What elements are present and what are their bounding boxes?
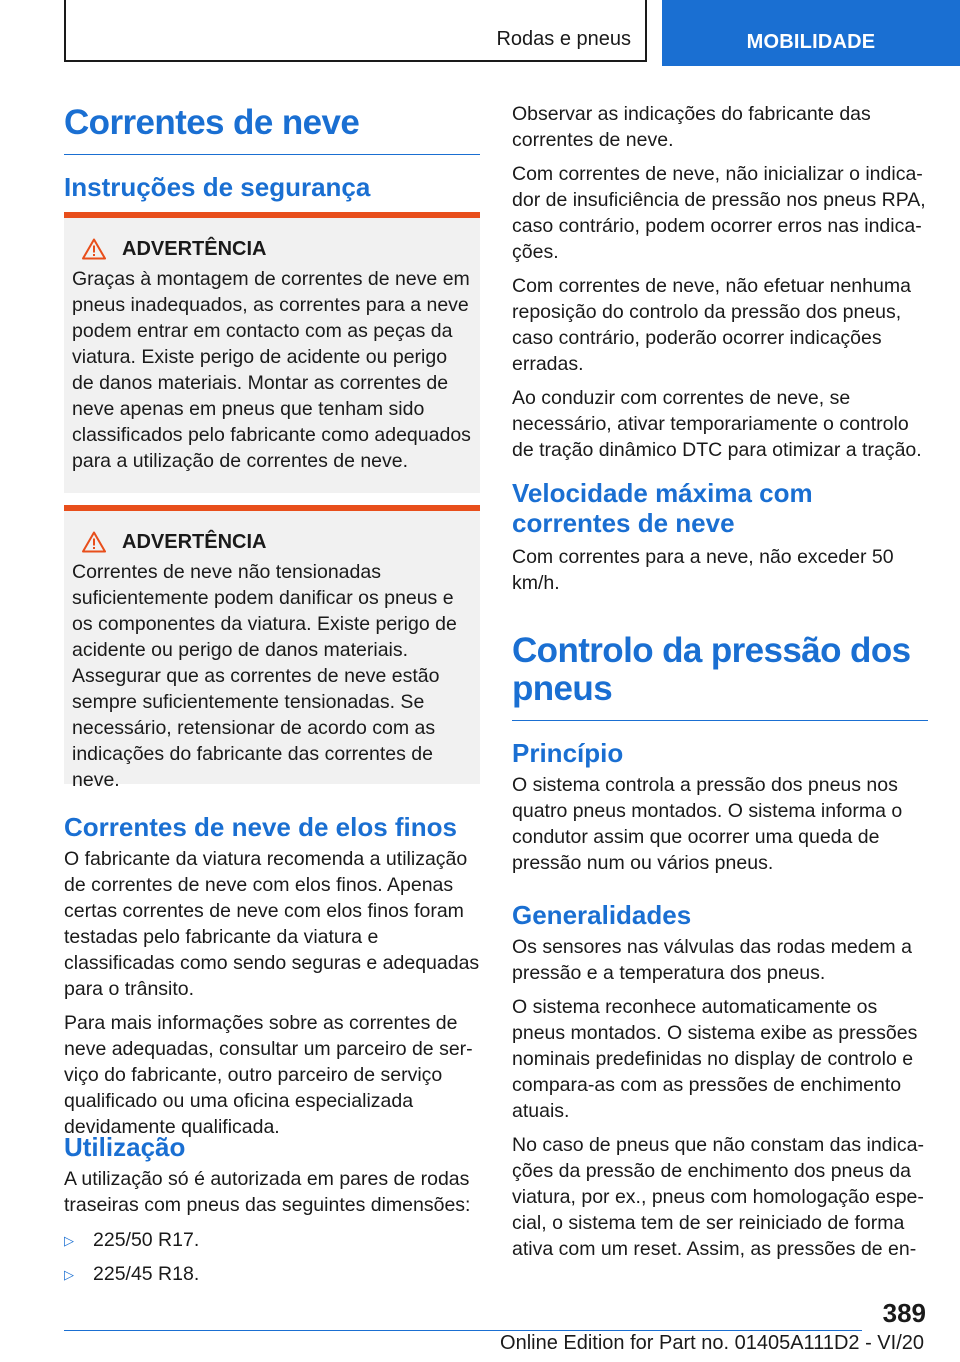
tpm-title: Controlo da pressão dos pneus [512,632,928,721]
section-title: Rodas e pneus [496,28,631,50]
warning-box [64,505,480,791]
triangle-bullet-icon: ▷ [64,1267,74,1282]
page-number: 389 [882,1298,926,1328]
warning-triangle-icon [82,531,106,553]
warning-box [64,212,480,493]
fine-chains-heading: Correntes de neve de elos finos [64,812,458,842]
paragraph: Para mais informações sobre as correntes de neve adequadas, consultar um parceiro de serviço do fabricante, outro parceiro de serviço qualificado ou uma oficina especializada devidamente qualificada. [64,1012,473,1138]
paragraph: Com correntes de neve, não efetuar nenhuma reposição do controlo da pressão dos pneus, caso contrário, poderão ocorrer indicações erradas. [512,275,911,375]
paragraph: O sistema controla a pressão dos pneus nos quatro pneus montados. O sistema informa o condutor assim que ocorrer uma queda de pressão num ou vários pneus. [512,774,903,874]
page-title: Correntes de neve [64,104,480,155]
list-item [64,1227,480,1254]
warning-label: ADVERTÊNCIA [122,530,267,553]
paragraph: Com correntes de neve, não inicializar o indicador de insuficiência de pressão nos pneus RPA, caso contrário, podem ocorrer erros nas indicações. [512,163,926,263]
edition-note: Online Edition for Part no. 01405A111D2 - VI/20 [500,1332,924,1354]
list-item-text: 225/45 R18. [93,1263,200,1285]
warning-text: Graças à montagem de correntes de neve em pneus inadequados, as correntes para a neve podem entrar em contacto com as peças da viatura. Existe perigo de acidente ou perigo de danos materiais. Montar as correntes de neve apenas em pneus que tenham sido classificados pelo fabricante como adequados para a utilização de correntes de neve. [72,268,471,472]
general-heading: Generalidades [512,900,692,930]
chapter-tab: MOBILIDADE [662,0,960,66]
list-item [64,1261,480,1288]
usage-heading: Utilização [64,1132,186,1162]
paragraph: Os sensores nas válvulas das rodas medem a pressão e a temperatura dos pneus. [512,936,912,984]
paragraph: A utilização só é autorizada em pares de rodas traseiras com pneus das seguintes dimensões: [64,1168,471,1216]
warning-triangle-icon [82,238,106,260]
principle-heading: Princípio [512,738,624,768]
paragraph: O fabricante da viatura recomenda a utilização de correntes de neve com elos finos. Apenas certas correntes de neve com elos finos foram testadas pelo fabricante da viatura e classificadas como sendo seguras e adequadas para o trânsito. [64,848,480,1000]
paragraph: No caso de pneus que não constam das indicações da pressão de enchimento dos pneus da viatura, por ex., pneus com homologação especial, o sistema tem de ser reiniciado de forma ativa com um reset. Assim, as pressões de en- [512,1134,924,1260]
page-header [0,0,960,66]
size-list [64,1227,480,1288]
warning-text: Correntes de neve não tensionadas suficientemente podem danificar os pneus e os componentes da viatura. Existe perigo de acidente ou perigo de danos materiais. Assegurar que as correntes de neve estão sempre suficientemente tensionadas. Se necessário, retensionar de acordo com as indicações do fabricante das correntes de neve. [72,561,457,791]
triangle-bullet-icon: ▷ [64,1233,74,1248]
paragraph: Com correntes para a neve, não exceder 50 km/h. [512,546,894,594]
footer-divider [64,1330,862,1331]
paragraph: Ao conduzir com correntes de neve, se necessário, ativar temporariamente o controlo de tração dinâmico DTC para otimizar a tração. [512,387,922,461]
warning-label: ADVERTÊNCIA [122,237,267,260]
list-item-text: 225/50 R17. [93,1229,200,1251]
warning-title [82,529,472,555]
warning-title [82,236,472,262]
speed-heading: Velocidade máxima com correntes de neve [512,478,813,538]
paragraph: Observar as indicações do fabricante das correntes de neve. [512,103,871,151]
paragraph: O sistema reconhece automaticamente os pneus montados. O sistema exibe as pressões nominais predefinidas no display de controlo e compara-as com as pressões de enchimento atuais. [512,996,918,1122]
safety-heading: Instruções de segurança [64,172,371,202]
section-tab [64,0,647,62]
